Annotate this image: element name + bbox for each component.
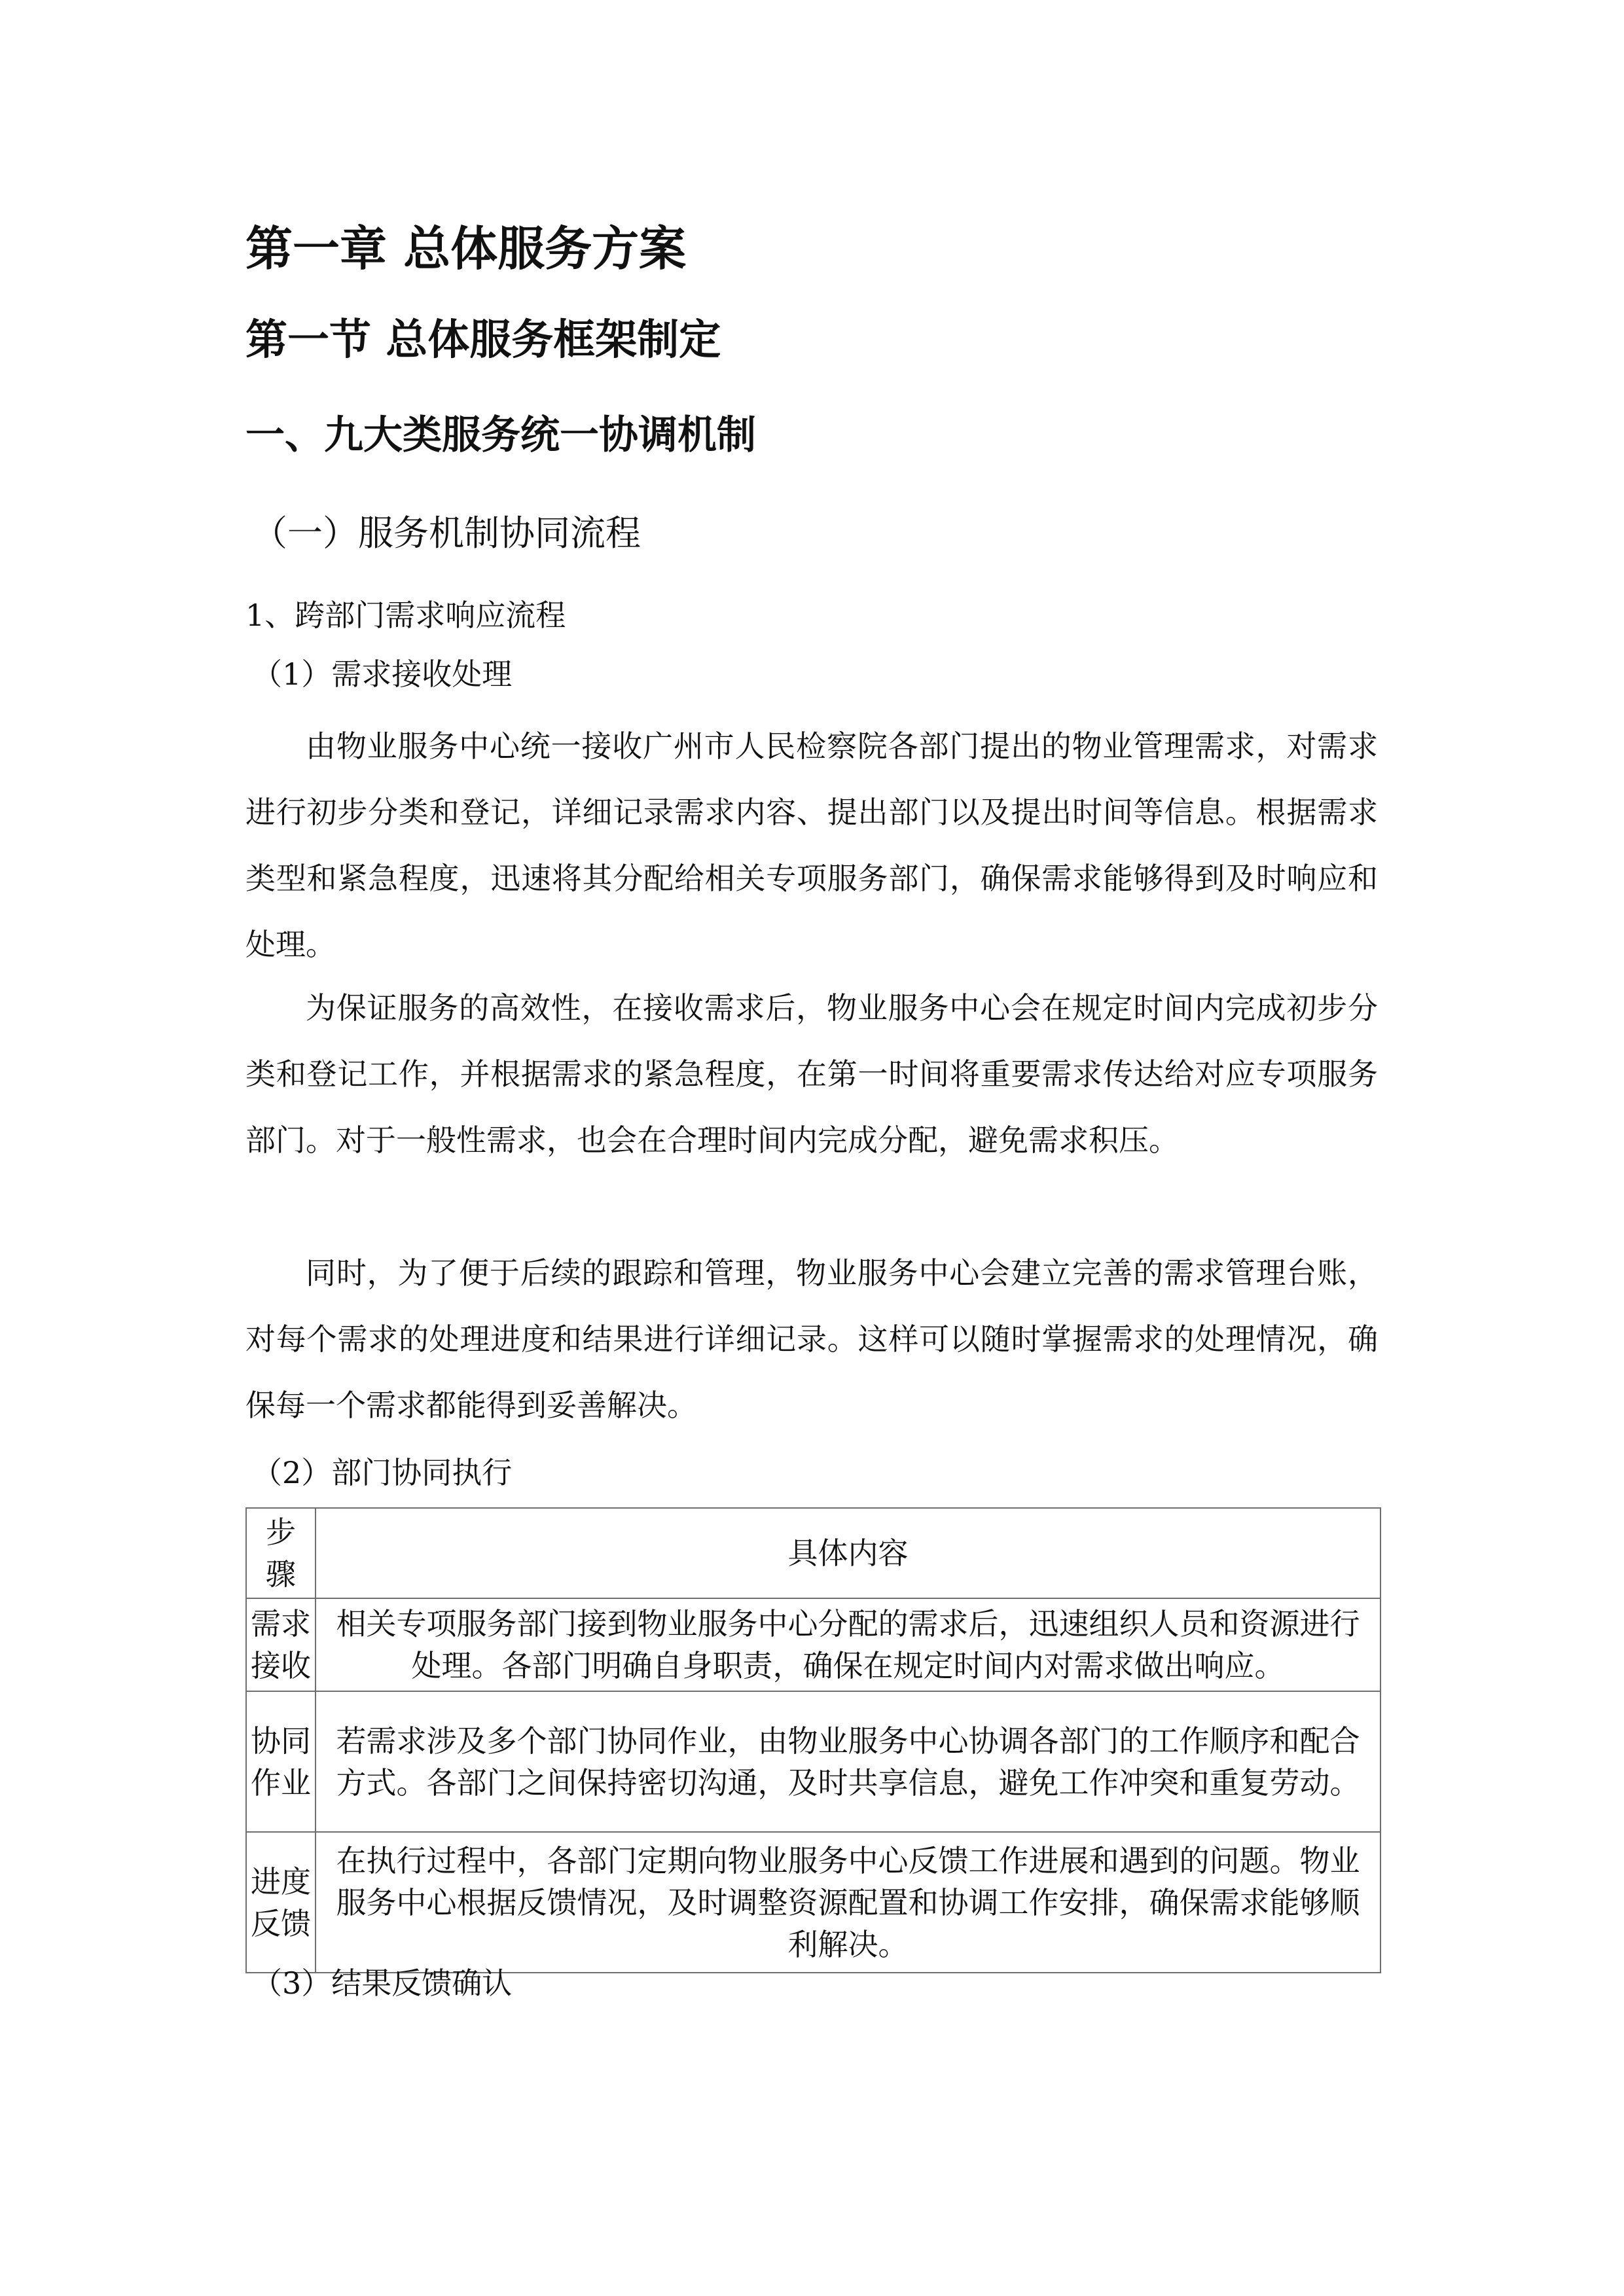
- table-cell-content: 在执行过程中，各部门定期向物业服务中心反馈工作进展和遇到的问题。物业服务中心根据反馈情况，及时调整资源配置和协调工作安排，确保需求能够顺利解决。: [316, 1832, 1380, 1973]
- table-row: [246, 1598, 1380, 1691]
- subsubsection-title: （一）服务机制协同流程: [252, 512, 641, 554]
- process-table: [245, 1507, 1381, 1973]
- sub-item-title-2: （2）部门协同执行: [252, 1455, 513, 1490]
- item-title: 1、跨部门需求响应流程: [245, 598, 566, 633]
- table-cell-step: 协同作业: [246, 1691, 316, 1832]
- paragraph-2: 为保证服务的高效性，在接收需求后，物业服务中心会在规定时间内完成初步分类和登记工作，并根据需求的紧急程度，在第一时间将重要需求传达给对应专项服务部门。对于一般性需求，也会在合理时间内完成分配，避免需求积压。: [245, 990, 1378, 1158]
- section-title: 第一节 总体服务框架制定: [245, 316, 721, 365]
- table-row: [246, 1832, 1380, 1973]
- table-header-step: 步骤: [246, 1508, 316, 1598]
- sub-item-title-3: （3）结果反馈确认: [252, 1965, 513, 2001]
- table-cell-content: 若需求涉及多个部门协同作业，由物业服务中心协调各部门的工作顺序和配合方式。各部门之间保持密切沟通，及时共享信息，避免工作冲突和重复劳动。: [316, 1691, 1380, 1832]
- table-header-content: 具体内容: [316, 1508, 1380, 1598]
- table-cell-step: 进度反馈: [246, 1832, 316, 1973]
- table-row: [246, 1691, 1380, 1832]
- sub-item-title-1: （1）需求接收处理: [252, 656, 513, 692]
- table-header-row: [246, 1508, 1380, 1598]
- chapter-title: 第一章 总体服务方案: [245, 221, 687, 276]
- table-cell-step: 需求接收: [246, 1598, 316, 1691]
- paragraph-3: 同时，为了便于后续的跟踪和管理，物业服务中心会建立完善的需求管理台账，对每个需求的处理进度和结果进行详细记录。这样可以随时掌握需求的处理情况，确保每一个需求都能得到妥善解决。: [245, 1255, 1378, 1423]
- subsection-title: 一、九大类服务统一协调机制: [245, 412, 756, 458]
- table-cell-content: 相关专项服务部门接到物业服务中心分配的需求后，迅速组织人员和资源进行处理。各部门明确自身职责，确保在规定时间内对需求做出响应。: [316, 1598, 1380, 1691]
- paragraph-1: 由物业服务中心统一接收广州市人民检察院各部门提出的物业管理需求，对需求进行初步分类和登记，详细记录需求内容、提出部门以及提出时间等信息。根据需求类型和紧急程度，迅速将其分配给相关专项服务部门，确保需求能够得到及时响应和处理。: [245, 728, 1378, 962]
